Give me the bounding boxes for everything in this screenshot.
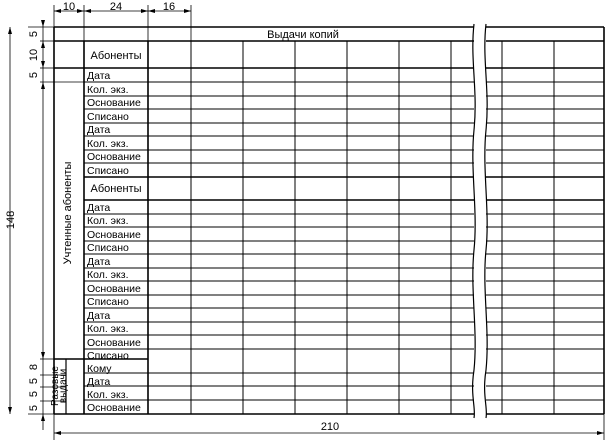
row-lines: [84, 82, 604, 400]
abonents-mid-label: Абоненты: [90, 183, 142, 195]
row-label: Кол. экз.: [87, 84, 129, 96]
table-frame: [54, 27, 604, 414]
row-label: Основание: [87, 283, 141, 295]
row-label: Основание: [87, 229, 141, 241]
row-label: Дата: [87, 256, 111, 268]
row-label: Списано: [87, 296, 129, 308]
row-label: Списано: [87, 350, 129, 362]
dim-left-main: 148: [5, 210, 17, 230]
row-label: Основание: [87, 97, 141, 109]
registered-abonents-label: Учтенные абоненты: [62, 161, 74, 265]
onetime-row-label: Основание: [87, 402, 141, 414]
row-label: Кол. экз.: [87, 269, 129, 281]
row-label: Основание: [87, 337, 141, 349]
dim-top-3: 16: [162, 1, 176, 13]
row-label: Списано: [87, 165, 129, 177]
onetime-row-label: Кол. экз.: [87, 389, 129, 401]
header-title: Выдачи копий: [267, 29, 339, 41]
row-label: Дата: [87, 202, 111, 214]
dim-top-2: 24: [109, 1, 123, 13]
row-label: Кол. экз.: [87, 138, 129, 150]
row-label: Кол. экз.: [87, 323, 129, 335]
dim-left-lower-d: 5: [28, 404, 40, 412]
row-label: Основание: [87, 151, 141, 163]
dim-left-header-a: 5: [28, 30, 40, 38]
onetime-label-line2: выдачи: [58, 368, 69, 404]
dim-left-lower-c: 5: [28, 390, 40, 398]
row-label: Списано: [87, 242, 129, 254]
onetime-row-label: Дата: [87, 376, 111, 388]
dim-top-1: 10: [62, 1, 76, 13]
dim-left-lower-b: 5: [28, 377, 40, 385]
dim-left-header-c: 5: [28, 71, 40, 79]
break-marks: [473, 24, 488, 418]
dim-left-lower-a: 8: [28, 363, 40, 371]
row-label: Дата: [87, 70, 111, 82]
dim-left-header-b: 10: [28, 48, 40, 62]
row-label: Дата: [87, 310, 111, 322]
row-label: Списано: [87, 111, 129, 123]
onetime-label-line1: Разовые: [50, 366, 61, 406]
dim-bottom: 210: [320, 421, 340, 433]
abonents-header-label: Абоненты: [90, 50, 142, 62]
row-label: Кол. экз.: [87, 215, 129, 227]
onetime-row-label: Кому: [87, 363, 112, 375]
row-label: Дата: [87, 124, 111, 136]
